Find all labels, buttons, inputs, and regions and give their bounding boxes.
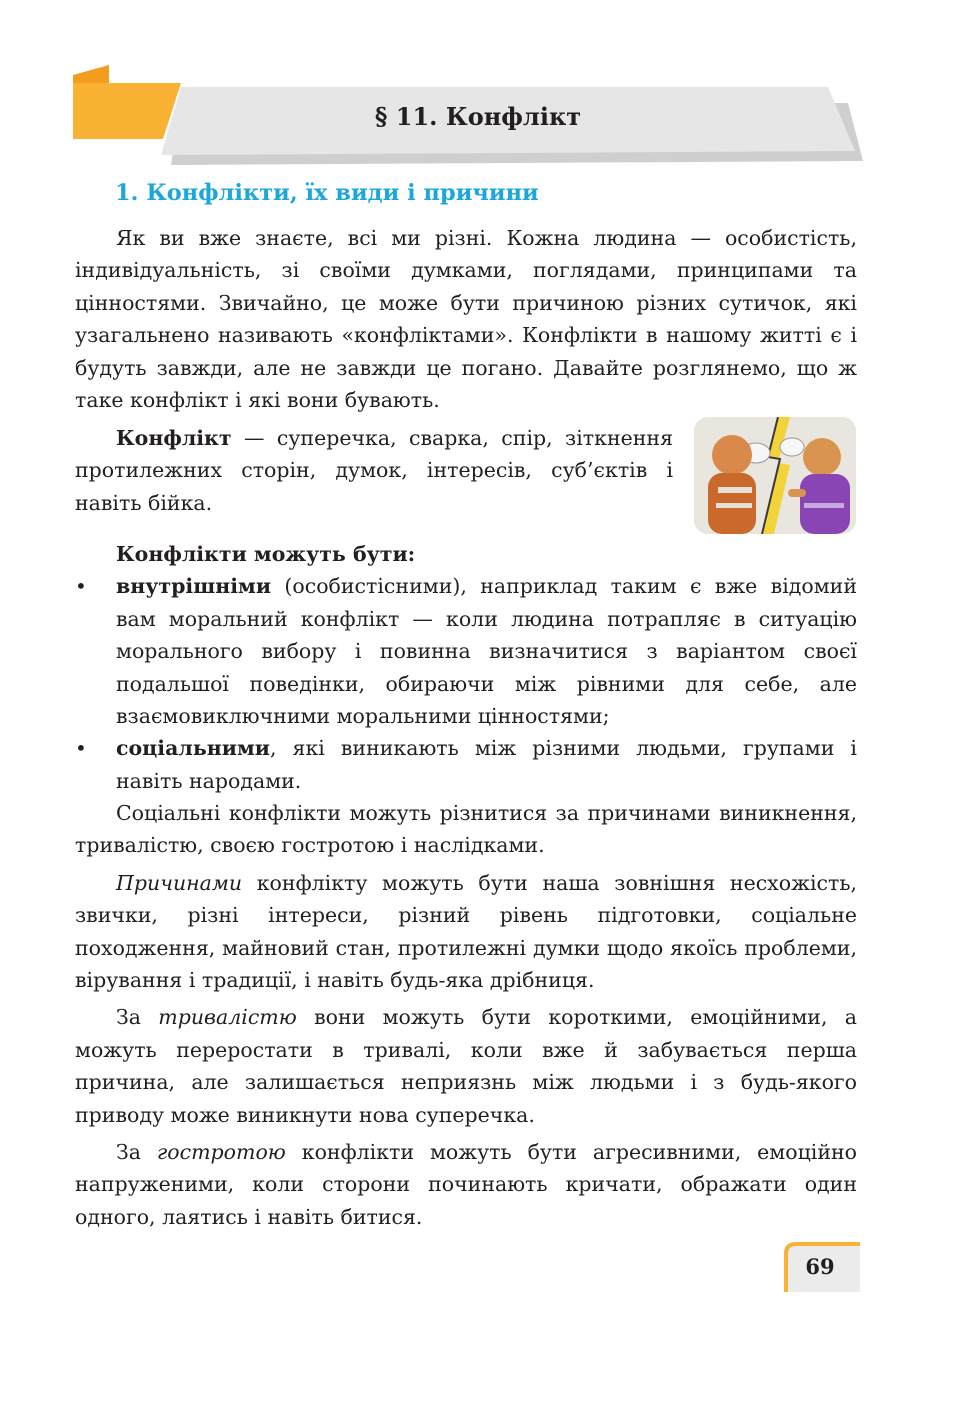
paragraph-severity [75, 1136, 857, 1233]
body-paragraphs [75, 797, 857, 1233]
orange-tab-fold [73, 65, 109, 83]
intro-text: Як ви вже знаєте, всі ми різні. Кожна людина — особистість, індивідуальність, зі своїми думками, поглядами, принципами та цінностями. Звичайно, це може бути причиною різних сутичок, які узагальнено називають «конфліктами». Конфлікти в нашому житті є і будуть завжди, але не завжди це погано. Давайте розглянемо, що ж таке конфлікт і які вони бувають. [75, 226, 857, 413]
list-item-text: , які виникають між різними людьми, групами і навіть народами. [116, 736, 857, 793]
bullet-icon: • [75, 574, 87, 599]
paragraph-social-conflicts: Соціальні конфлікти можуть різнитися за причинами виникнення, тривалістю, своєю гостротою і наслідками. [75, 801, 857, 858]
list-item [75, 570, 857, 732]
list-item-term: внутрішніми [116, 574, 272, 599]
chapter-header [73, 65, 863, 169]
emphasis-duration: тривалістю [158, 1005, 297, 1030]
definition-term: Конфлікт [116, 426, 232, 450]
page-number-tab [784, 1242, 860, 1292]
paragraph-severity-text: конфлікти можуть бути агресивними, емоційно напруженими, коли сторони починають кричати, ображати один одного, лаятись і навіть битися. [75, 1140, 857, 1229]
section-heading: 1. Конфлікти, їх види і причини [115, 180, 539, 206]
chapter-title: § 11. Конфлікт [374, 102, 582, 131]
emphasis-causes: Причинами [116, 870, 243, 895]
paragraph-duration [75, 1001, 857, 1131]
two-figures-arguing-image [694, 417, 856, 534]
page-number: 69 [805, 1254, 835, 1279]
conflict-types-list [75, 538, 857, 797]
paragraph-severity-pre: За [116, 1140, 157, 1165]
paragraph-duration-pre: За [116, 1005, 159, 1030]
list-item-term: соціальними [116, 736, 270, 761]
paragraph-causes-text: конфлікту можуть бути наша зовнішня несхожість, звички, різні інтереси, різний рівень підготовки, соціальне походження, майновий стан, протилежні думки щодо якоїсь проблеми, вірування і традиції, і навіть будь-яка дрібниця. [75, 870, 857, 993]
conflict-illustration [694, 417, 856, 534]
list-heading: Конфлікти можуть бути: [116, 542, 416, 566]
definition-paragraph [75, 422, 673, 519]
bullet-icon: • [75, 736, 87, 761]
emphasis-severity: гостротою [156, 1140, 286, 1165]
intro-paragraph [75, 222, 857, 416]
paragraph-duration-text: вони можуть бути короткими, емоційними, а можуть переростати в тривалі, коли вже й забувається перша причина, але залишається неприязнь між людьми і з будь-якого приводу може виникнути нова суперечка. [75, 1005, 857, 1127]
paragraph-causes [75, 867, 857, 997]
definition-text: — суперечка, сварка, спір, зіткнення протилежних сторін, думок, інтересів, суб’єктів і навіть бійка. [75, 426, 673, 515]
list-item [75, 732, 857, 797]
list-item-text: (особистісними), наприклад таким є вже відомий вам моральний конфлікт — коли людина потрапляє в ситуацію морального вибору і повинна визначитися з варіантом своєї подальшої поведінки, обираючи між рівними для себе, але взаємовиключними моральними цінностями; [116, 574, 857, 729]
